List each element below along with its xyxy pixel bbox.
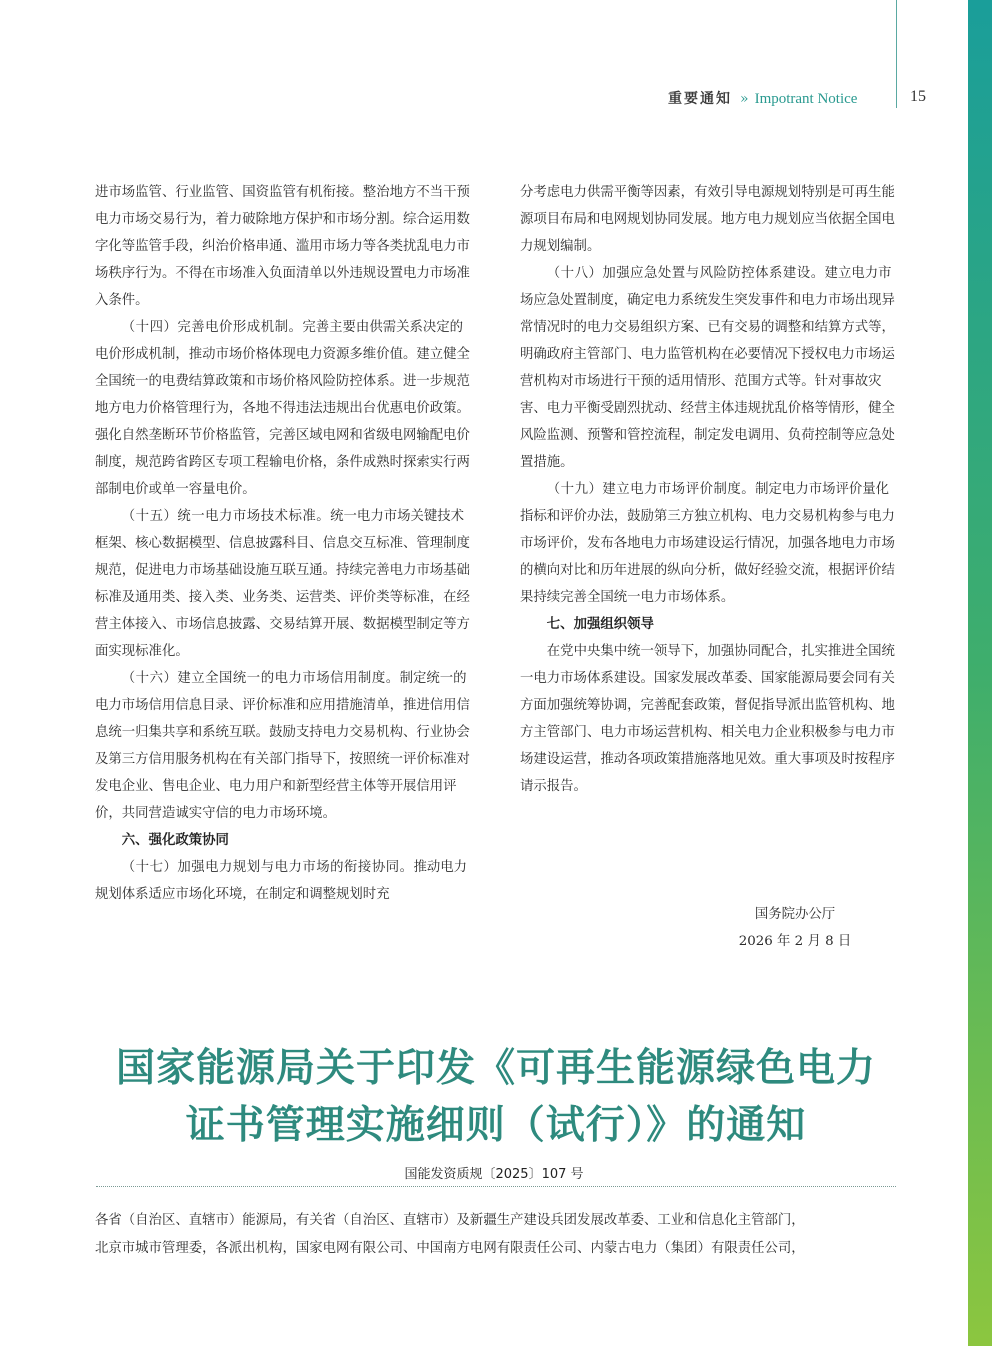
clause-lead: （十七）加强电力规划与电力市场的衔接协同。 [121,860,414,875]
paragraph-text: 分考虑电力供需平衡等因素，有效引导电源规划特别是可再生能源项目布局和电网规划协同发展。地方电力规划应当依据全国电力规划编制。 [520,185,895,254]
notice-body-line-2: 北京市城市管理委，各派出机构，国家电网有限公司、中国南方电网有限责任公司、内蒙古电力（集团）有限责任公司， [95,1241,805,1256]
paragraph-text: 建立电力市场应急处置制度，确定电力系统发生突发事件和电力市场出现异常情况时的电力交易组织方案、已有交易的调整和结算方式等，明确政府主管部门、电力监管机构在必要情况下授权电力市场运营机构对市场进行干预的适用情形、范围方式等。针对事故灾害、电力平衡受剧烈扰动、经营主体违规扰乱价格等情形，健全风险监测、预警和管控流程，制定发电调用、负荷控制等应急处置措施。 [520,266,895,470]
paragraph-text: 制定电力市场评价量化指标和评价办法，鼓励第三方独立机构、电力交易机构参与电力市场评价，发布各地电力市场建设运行情况，加强各地电力市场的横向对比和历年进展的纵向分析，做好经验交流，根据评价结果持续完善全国统一电力市场体系。 [520,482,895,605]
paragraph-text: 统一电力市场关键技术框架、核心数据模型、信息披露科目、信息交互标准、管理制度规范，促进电力市场基础设施互联互通。持续完善电力市场基础标准及通用类、接入类、业务类、运营类、评价类等标准，在经营主体接入、市场信息披露、交易结算开展、数据模型制定等方面实现标准化。 [95,509,470,659]
header-vertical-rule [896,0,897,108]
notice-title-line-2: 证书管理实施细则（试行）》的通知 [185,1103,807,1148]
left-column [95,179,473,908]
right-column [520,179,898,800]
clause-lead: （十四）完善电价形成机制。 [121,320,303,335]
paragraph-text: 完善主要由供需关系决定的电价形成机制，推动市场价格体现电力资源多维价值。建立健全全国统一的电费结算政策和市场价格风险防控体系。进一步规范地方电力价格管理行为，各地不得违法违规出台优惠电价政策。强化自然垄断环节价格监管，完善区域电网和省级电网输配电价制度，规范跨省跨区专项工程输电价格，条件成熟时探索实行两部制电价或单一容量电价。 [95,320,470,497]
paragraph [520,179,898,260]
section-label: 重要通知 [668,91,732,107]
double-chevron-icon: » [740,91,749,107]
paragraph-text: 推动电力规划体系适应市场化环境，在制定和调整规划时充 [95,860,468,902]
paragraph [95,179,473,314]
notice-title [60,1040,932,1154]
signature-date: 2026 年 2 月 8 日 [738,934,852,949]
document-number: 国能发资质规〔2025〕107 号 [404,1167,584,1182]
notice-body [95,1207,895,1263]
section-label-en: Impotrant Notice [754,91,858,107]
paragraph [520,476,898,611]
paragraph [520,638,898,800]
signature-org: 国务院办公厅 [754,907,836,922]
paragraph [95,854,473,908]
notice-body-line-1: 各省（自治区、直辖市）能源局，有关省（自治区、直辖市）及新疆生产建设兵团发展改革委、工业和信息化主管部门， [95,1213,805,1228]
paragraph-text: 进市场监管、行业监管、国资监管有机衔接。整治地方不当干预电力市场交易行为，着力破除地方保护和市场分割。综合运用数字化等监管手段，纠治价格串通、滥用市场力等各类扰乱电力市场秩序行为。不得在市场准入负面清单以外违规设置电力市场准入条件。 [95,185,470,308]
paragraph-text: 制定统一的电力市场信用信息目录、评价标准和应用措施清单，推进信用信息统一归集共享和系统互联。鼓励支持电力交易机构、行业协会及第三方信用服务机构在有关部门指导下，按照统一评价标准对发电企业、售电企业、电力用户和新型经营主体等开展信用评价，共同营造诚实守信的电力市场环境。 [95,671,470,821]
paragraph [520,260,898,476]
clause-lead: （十八）加强应急处置与风险防控体系建设。 [546,266,825,281]
side-color-bar [968,0,992,1346]
section-heading: 六、强化政策协同 [121,833,229,848]
paragraph [95,503,473,665]
clause-lead: （十九）建立电力市场评价制度。 [546,482,756,497]
clause-lead: （十五）统一电力市场技术标准。 [121,509,331,524]
section-heading: 七、加强组织领导 [546,617,654,632]
paragraph [95,314,473,503]
paragraph [95,665,473,827]
paragraph-text: 在党中央集中统一领导下，加强协同配合，扎实推进全国统一电力市场体系建设。国家发展改革委、国家能源局要会同有关方面加强统筹协调，完善配套政策，督促指导派出监管机构、地方主管部门、电力市场运营机构、相关电力企业积极参与电力市场建设运营，推动各项政策措施落地见效。重大事项及时按程序请示报告。 [520,644,895,794]
dotted-divider [96,1186,896,1187]
clause-lead: （十六）建立全国统一的电力市场信用制度。 [121,671,400,686]
notice-title-line-1: 国家能源局关于印发《可再生能源绿色电力 [115,1046,876,1091]
running-header [668,89,857,109]
page-number: 15 [910,88,926,105]
